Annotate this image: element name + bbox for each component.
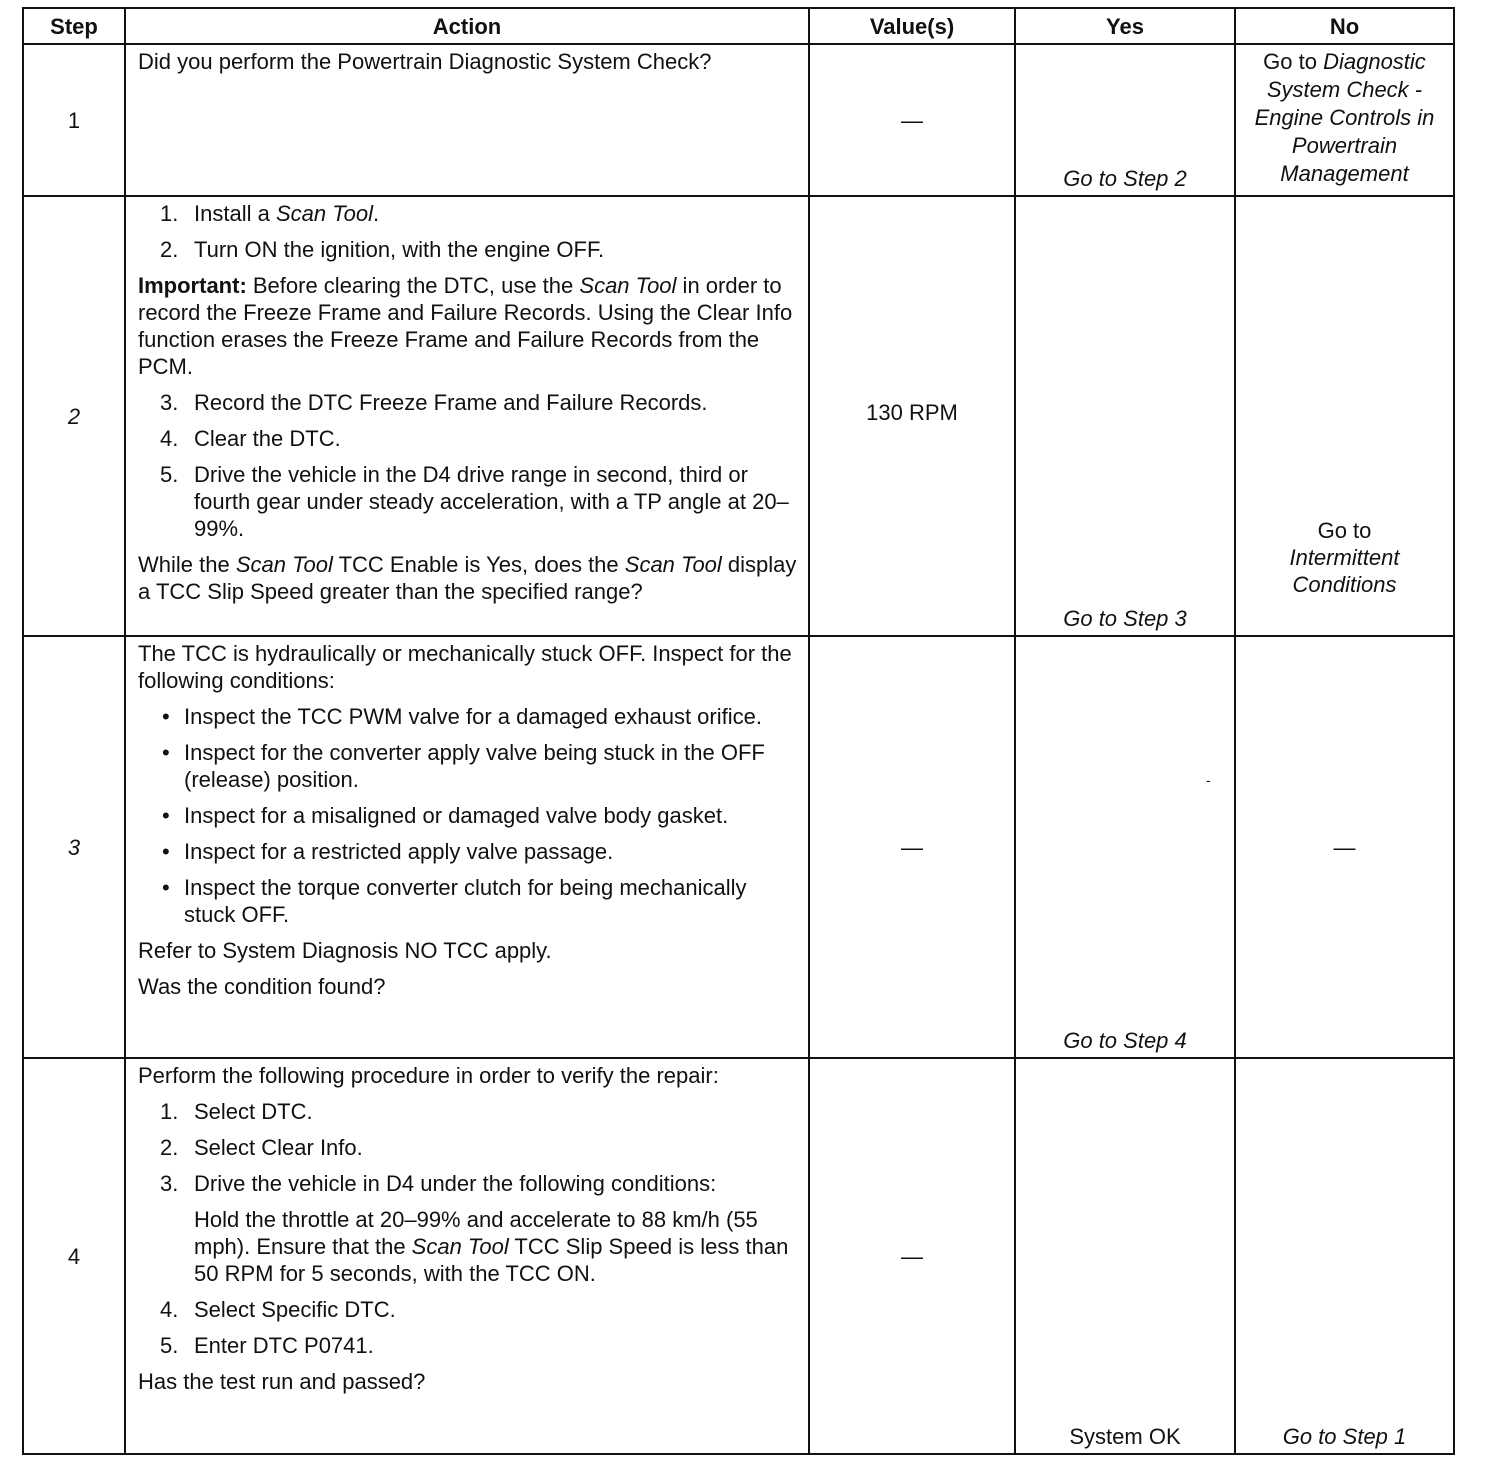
list-item: • Inspect for a misaligned or damaged valve body gasket. <box>162 803 729 828</box>
no-cell: Go to Step 1 <box>1235 1058 1454 1454</box>
header-value: Value(s) <box>809 8 1015 44</box>
list-item: • Inspect the torque converter clutch for being mechanically stuck OFF. <box>162 875 747 927</box>
action-cell <box>125 44 809 196</box>
table-row <box>23 196 1454 636</box>
header-action: Action <box>125 8 809 44</box>
value-cell: — <box>809 44 1015 196</box>
value-cell: 130 RPM <box>809 196 1015 636</box>
list-item: 5. Drive the vehicle in the D4 drive range in second, third or fourth gear under steady acceleration, with a TP angle at 20–99%. <box>160 462 789 541</box>
header-yes: Yes <box>1015 8 1235 44</box>
list-item: 4. Select Specific DTC. <box>160 1297 396 1322</box>
yes-cell: Go to Step 3 <box>1015 196 1235 636</box>
action-intro: Perform the following procedure in order to verify the repair: <box>138 1063 719 1088</box>
diagnostic-table <box>22 7 1455 1455</box>
no-cell <box>1235 196 1454 636</box>
action-intro: The TCC is hydraulically or mechanically stuck OFF. Inspect for the following conditions: <box>138 641 792 693</box>
list-item: • Inspect for a restricted apply valve passage. <box>162 839 614 864</box>
step-number: 3 <box>23 636 125 1058</box>
action-question: Was the condition found? <box>138 974 386 999</box>
list-item: 3. Drive the vehicle in D4 under the following conditions: <box>160 1171 717 1196</box>
no-cell <box>1235 44 1454 196</box>
value-cell: — <box>809 1058 1015 1454</box>
no-link: Intermittent Conditions <box>1289 545 1400 597</box>
yes-cell: Go to Step 2 <box>1015 44 1235 196</box>
step-number: 2 <box>23 196 125 636</box>
stray-mark: - <box>1206 772 1211 788</box>
action-steps <box>138 200 800 263</box>
important-note: Important: Before clearing the DTC, use the Scan Tool in order to record the Freeze Frame and Failure Records. Using the Clear Info function erases the Freeze Frame and Failure Records from the PCM. <box>138 273 793 379</box>
list-item: • Inspect the TCC PWM valve for a damaged exhaust orifice. <box>162 704 762 729</box>
no-cell: — <box>1235 636 1454 1058</box>
header-row <box>23 8 1454 44</box>
list-item: 4. Clear the DTC. <box>160 426 341 451</box>
action-question: Did you perform the Powertrain Diagnostic System Check? <box>138 49 712 74</box>
list-item: 3. Record the DTC Freeze Frame and Failure Records. <box>160 390 708 415</box>
action-steps <box>138 1098 800 1197</box>
value-cell: — <box>809 636 1015 1058</box>
action-steps <box>138 389 800 542</box>
table-row <box>23 636 1454 1058</box>
action-cell <box>125 196 809 636</box>
step-number: 4 <box>23 1058 125 1454</box>
header-step: Step <box>23 8 125 44</box>
refer-note: Refer to System Diagnosis NO TCC apply. <box>138 938 552 963</box>
action-steps <box>138 1296 800 1359</box>
action-question: While the Scan Tool TCC Enable is Yes, does the Scan Tool display a TCC Slip Speed greater than the specified range? <box>138 552 797 604</box>
yes-cell: System OK <box>1015 1058 1235 1454</box>
step-number: 1 <box>23 44 125 196</box>
table-row <box>23 1058 1454 1454</box>
inspection-list <box>138 703 800 928</box>
list-item: • Inspect for the converter apply valve being stuck in the OFF (release) position. <box>162 740 765 792</box>
yes-cell: Go to Step 4 <box>1015 636 1235 1058</box>
header-no: No <box>1235 8 1454 44</box>
no-link: Diagnostic System Check - Engine Controls in Powertrain Management <box>1254 49 1435 186</box>
list-item: 1. Select DTC. <box>160 1099 313 1124</box>
list-item: 2. Turn ON the ignition, with the engine OFF. <box>160 237 605 262</box>
no-text: Go to <box>1317 518 1372 543</box>
list-item: 2. Select Clear Info. <box>160 1135 363 1160</box>
list-item: 5. Enter DTC P0741. <box>160 1333 374 1358</box>
action-cell <box>125 1058 809 1454</box>
action-question: Has the test run and passed? <box>138 1369 426 1394</box>
procedure-detail: Hold the throttle at 20–99% and accelerate to 88 km/h (55 mph). Ensure that the Scan Tool TCC Slip Speed is less than 50 RPM for 5 seconds, with the TCC ON. <box>194 1207 789 1286</box>
list-item: 1. Install a Scan Tool. <box>160 201 380 226</box>
table-row <box>23 44 1454 196</box>
no-text: Go to <box>1263 49 1324 74</box>
action-cell <box>125 636 809 1058</box>
